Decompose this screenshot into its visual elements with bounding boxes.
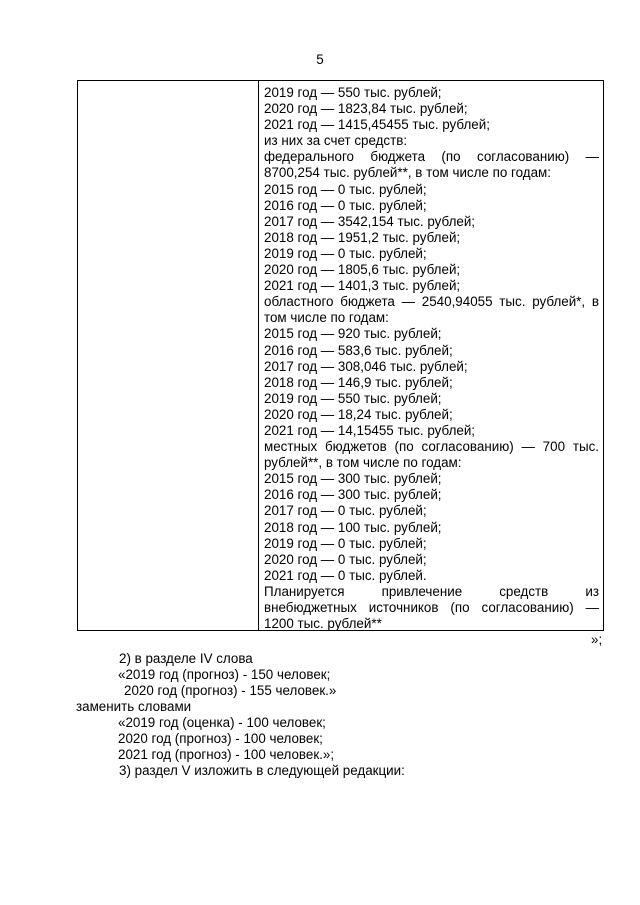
cell-line: 2016 год — 0 тыс. рублей; (264, 197, 427, 213)
cell-line: 2017 год — 0 тыс. рублей; (264, 503, 427, 519)
cell-line: 2016 год — 300 тыс. рублей; (264, 487, 442, 503)
item2-intro: 2) в разделе IV слова (119, 651, 253, 666)
cell-line: 2016 год — 583,6 тыс. рублей; (264, 342, 453, 358)
new-text-line3: 2021 год (прогноз) - 100 человек.»; (118, 747, 335, 762)
cell-line: 2018 год — 100 тыс. рублей; (264, 519, 442, 535)
cell-line: из них за счет средств: (264, 133, 408, 149)
cell-line: 2015 год — 0 тыс. рублей; (264, 181, 427, 197)
new-text-line2: 2020 год (прогноз) - 100 человек; (118, 731, 323, 746)
cell-line: 8700,254 тыс. рублей**, в том числе по годам: (264, 165, 551, 181)
column-divider (258, 81, 259, 630)
cell-line: 2020 год — 0 тыс. рублей; (264, 551, 427, 567)
old-text-line2: 2020 год (прогноз) - 155 человек.» (124, 683, 337, 698)
replace-with-label: заменить словами (76, 699, 192, 714)
cell-line: рублей**, в том числе по годам: (264, 455, 462, 471)
cell-line: 2015 год — 300 тыс. рублей; (264, 471, 442, 487)
cell-line: том числе по годам: (264, 310, 389, 326)
cell-line: 2021 год — 0 тыс. рублей. (264, 567, 427, 583)
new-text-line1: «2019 год (оценка) - 100 человек; (118, 715, 326, 730)
cell-line: 2017 год — 3542,154 тыс. рублей; (264, 213, 476, 229)
cell-line: местных бюджетов (по согласованию) — 700 тыс. (264, 439, 599, 455)
cell-line: 2015 год — 920 тыс. рублей; (264, 326, 442, 342)
cell-line: внебюджетных источников (по согласованию) — (264, 600, 599, 615)
old-text-line1: «2019 год (прогноз) - 150 человек; (118, 667, 331, 682)
cell-line: 2019 год — 0 тыс. рублей; (264, 535, 427, 551)
cell-line: 2021 год — 14,15455 тыс. рублей; (264, 422, 476, 438)
closing-quote: »; (591, 632, 603, 647)
page-number: 5 (316, 52, 324, 67)
cell-line: федерального бюджета (по согласованию) — (264, 149, 599, 165)
cell-line: 2019 год — 0 тыс. рублей; (264, 245, 427, 261)
funding-table (77, 80, 604, 631)
cell-line: 2020 год — 1823,84 тыс. рублей; (264, 101, 468, 117)
cell-line: Планируется привлечение средств из (264, 583, 599, 599)
cell-line: 2020 год — 18,24 тыс. рублей; (264, 406, 453, 422)
cell-line: 2017 год — 308,046 тыс. рублей; (264, 358, 468, 374)
funding-cell (264, 85, 599, 632)
cell-line: 1200 тыс. рублей** (264, 616, 382, 632)
cell-line: областного бюджета — 2540,94055 тыс. рублей*, в (264, 294, 599, 310)
cell-line: 2020 год — 1805,6 тыс. рублей; (264, 262, 461, 278)
cell-line: 2019 год — 550 тыс. рублей; (264, 85, 442, 100)
cell-line: 2021 год — 1415,45455 тыс. рублей; (264, 117, 490, 133)
cell-line: 2019 год — 550 тыс. рублей; (264, 390, 442, 406)
item3-text: 3) раздел V изложить в следующей редакции: (119, 763, 405, 778)
cell-line: 2018 год — 146,9 тыс. рублей; (264, 374, 453, 390)
cell-line: 2018 год — 1951,2 тыс. рублей; (264, 229, 461, 245)
cell-line: 2021 год — 1401,3 тыс. рублей; (264, 278, 461, 294)
